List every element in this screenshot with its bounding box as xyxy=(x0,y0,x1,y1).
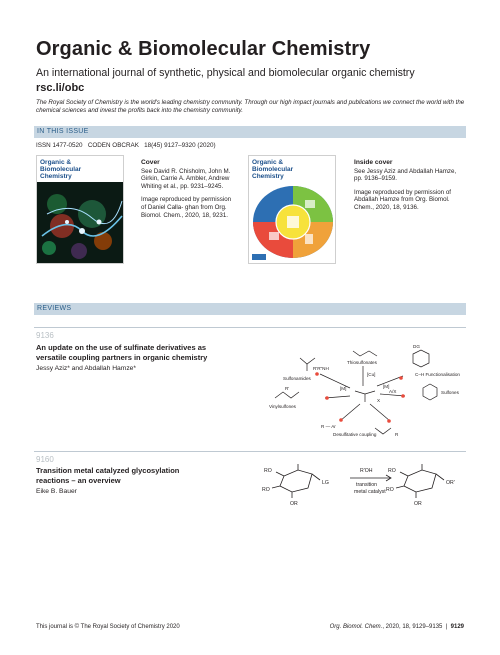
review-2-page: 9160 xyxy=(36,455,54,464)
scheme-sulfones: Sulfones xyxy=(441,390,459,395)
scheme-cond-2: metal catalyst xyxy=(354,489,386,495)
scheme-amine: R'R"NH xyxy=(313,366,329,371)
issn: ISSN 1477-0520 xyxy=(36,142,83,149)
scheme-dg: DG xyxy=(413,344,420,349)
outside-cover-title-2: Biomolecular xyxy=(40,166,82,173)
reviews-band xyxy=(34,303,466,315)
review-1-page: 9136 xyxy=(36,331,54,340)
journal-title: Organic & Biomolecular Chemistry xyxy=(36,38,371,60)
footer-citation xyxy=(330,624,464,630)
rsc-blurb: The Royal Society of Chemistry is the world's leading chemistry community. Through our high impact journals and publications we connect the world with the chemical sciences and invest the profits back into the chemistry community. xyxy=(36,99,465,114)
scheme-r1: R xyxy=(395,432,399,437)
outside-cover-image[interactable] xyxy=(36,155,124,264)
scheme-cond-1: transition xyxy=(356,482,378,488)
review-1-title-line-1: An update on the use of sulfinate derivatives as xyxy=(36,343,207,352)
footer-separator: | xyxy=(445,624,448,630)
journal-url[interactable]: rsc.li/obc xyxy=(36,82,85,94)
review-1-title[interactable] xyxy=(36,343,207,362)
inside-cover-authors: See Jessy Aziz and Abdallah Hamze, pp. 9136–9159. xyxy=(354,167,457,183)
scheme-m1: [M] xyxy=(340,386,347,391)
scheme-cu: [Cu] xyxy=(367,372,376,377)
review-2-scheme xyxy=(262,458,464,516)
review-1-authors: Jessy Aziz* and Abdallah Hamze* xyxy=(36,365,136,372)
journal-subtitle: An international journal of synthetic, physical and biomolecular organic chemistry xyxy=(36,67,415,79)
review-2-rule xyxy=(34,451,466,452)
outside-cover-authors: See David R. Chisholm, John M. Girkin, Carrie A. Ambler, Andrew Whiting et al., pp. 9231–9245. xyxy=(141,167,231,190)
inside-cover-title-2: Biomolecular xyxy=(252,166,294,173)
coden: CODEN OBCRAK xyxy=(87,142,139,149)
scheme-ro-right-1: RO xyxy=(388,468,396,474)
scheme-m2: [M] xyxy=(383,384,390,389)
inside-cover-heading: Inside cover xyxy=(354,159,393,166)
scheme-thiosulfonates: Thiosulfonates xyxy=(347,360,377,365)
scheme-ch-func: C–H Functionalisation xyxy=(415,372,460,377)
footer-citation-rest: , 2020, 18, 9129–9135 xyxy=(382,624,443,630)
scheme-r2: R' xyxy=(285,386,290,391)
in-this-issue-band xyxy=(34,126,466,138)
scheme-ro-right-2: RO xyxy=(386,487,394,493)
footer-citation-journal: Org. Biomol. Chem. xyxy=(329,624,383,630)
scheme-lg: LG xyxy=(322,480,329,486)
scheme-r-ar: R — Ar xyxy=(321,424,336,429)
scheme-vinylsulfones: Vinylsulfones xyxy=(269,404,296,409)
review-2-title-line-1: Transition metal catalyzed glycosylation xyxy=(36,466,180,475)
review-1-title-line-2: versatile coupling partners in organic chemistry xyxy=(36,352,208,362)
scheme-reagent: R'OH xyxy=(360,468,373,474)
outside-cover-text xyxy=(141,159,237,225)
scheme-ax: A/X xyxy=(389,389,397,394)
scheme-or-right: OR xyxy=(414,501,422,507)
inside-cover-title-1: Organic & xyxy=(252,159,284,166)
scheme-or-prod: OR' xyxy=(446,480,455,486)
reviews-label: REVIEWS xyxy=(37,305,72,312)
outside-cover-heading: Cover xyxy=(141,159,160,166)
footer-copyright: This journal is © The Royal Society of Chemistry 2020 xyxy=(36,624,180,630)
scheme-x: X xyxy=(377,398,381,403)
review-2-title-line-2: reactions – an overview xyxy=(36,475,121,485)
review-2-authors: Eike B. Bauer xyxy=(36,488,77,495)
inside-cover-title-3: Chemistry xyxy=(252,173,284,180)
in-this-issue-label: IN THIS ISSUE xyxy=(37,128,89,135)
sulfinate-scheme xyxy=(255,336,465,446)
outside-cover-title-3: Chemistry xyxy=(40,173,72,180)
review-1-rule xyxy=(34,327,466,328)
scheme-ro-left-2: RO xyxy=(262,487,270,493)
outside-cover-credit: Image reproduced by permission of Daniel Calla- ghan from Org. Biomol. Chem., 2020, 18, 9231. xyxy=(141,196,232,219)
glycosylation-scheme xyxy=(262,458,464,516)
scheme-ro-left-1: RO xyxy=(264,468,272,474)
outside-cover-title-1: Organic & xyxy=(40,159,72,166)
issn-line xyxy=(36,142,216,149)
inside-cover-text xyxy=(354,159,464,218)
inside-cover-image[interactable] xyxy=(248,155,336,264)
scheme-or-left: OR xyxy=(290,501,298,507)
scheme-sulfonamides: Sulfonamides xyxy=(283,376,311,381)
volume-pages: 18(45) 9127–9320 (2020) xyxy=(144,142,216,149)
inside-cover-art xyxy=(249,156,336,264)
outside-cover-art xyxy=(37,156,124,264)
review-2-title[interactable] xyxy=(36,466,179,485)
footer-page-number: 9129 xyxy=(450,624,464,630)
inside-cover-credit: Image reproduced by permission of Abdallah Hamze from Org. Biomol. Chem., 2020, 18, 9136. xyxy=(354,188,451,211)
review-1-scheme xyxy=(255,336,465,446)
scheme-desulfitative: Desulfitative coupling xyxy=(333,432,377,437)
